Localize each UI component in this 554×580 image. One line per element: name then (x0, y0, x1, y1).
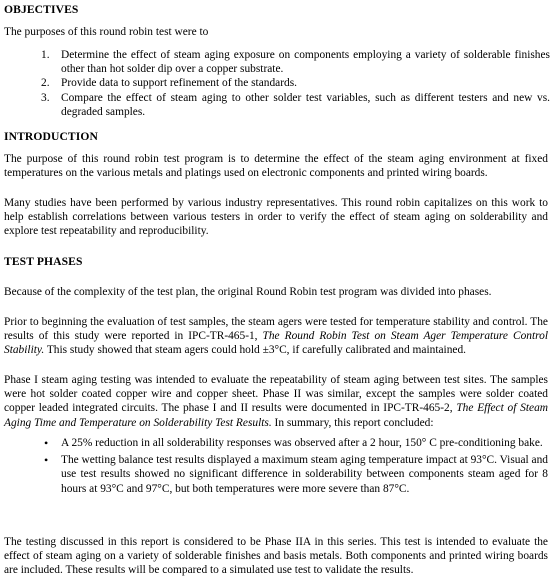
objectives-item-1 (4, 48, 550, 76)
objectives-item-number: 3. (41, 91, 50, 104)
introduction-section (4, 130, 98, 144)
conclusion-text: The wetting balance test results displayed a maximum steam aging temperature impact at 93°C. Visual and use test results showed no significant difference in solderability between components steam aged for 8 hours at 93°C and 97°C, but both temperatures were more severe than 87°C. (61, 454, 548, 495)
introduction-heading: INTRODUCTION (4, 130, 98, 143)
conclusions-list (4, 436, 548, 496)
bullet-icon: • (44, 436, 49, 450)
introduction-paragraph-1: The purpose of this round robin test program is to determine the effect of the steam aging environment at fixed temperatures on the various metals and platings used on electronic components and printed wiring boards. (4, 153, 548, 180)
objectives-item-text: Compare the effect of steam aging to other solder test variables, such as different testers and new vs. degraded samples. (61, 91, 550, 118)
objectives-list (4, 48, 550, 119)
objectives-item-text: Determine the effect of steam aging exposure on components employing a variety of solderable finishes other than hot solder dip over a copper substrate. (61, 49, 550, 76)
introduction-p1-block (4, 152, 548, 180)
tr-465-2-title: The Effect of Steam Aging Time and Temperature on Solderability Test Results. (4, 402, 548, 429)
objectives-heading: OBJECTIVES (4, 3, 79, 16)
conclusion-text: A 25% reduction in all solderability responses was observed after a 2 hour, 150° C pre-conditioning bake. (61, 437, 543, 449)
test-phases-paragraph-1: Because of the complexity of the test plan, the original Round Robin test program was divided into phases. (4, 286, 492, 298)
test-phases-p4-block (4, 535, 548, 578)
test-phases-paragraph-4: The testing discussed in this report is considered to be Phase IIA in this series. This test is intended to evaluate the effect of steam aging on a variety of solderable finishes and basis metals. Both components and printed wiring boards are included. These results will be compared to a simulated use test to validate the results. (4, 536, 548, 577)
introduction-p2-block (4, 196, 548, 239)
test-phases-heading: TEST PHASES (4, 255, 83, 268)
tr-465-2-summary: In summary, this report concluded: (271, 416, 434, 429)
objectives-item-text: Provide data to support refinement of the standards. (61, 77, 297, 90)
tr-465-1-conclusion: This study showed that steam agers could hold ±3°C, if carefully calibrated and maintained. (44, 344, 467, 357)
tr-465-1-text: Prior to beginning the evaluation of test samples, the steam agers were tested for temperature stability and control. The results of this study were reported in IPC-TR-465-1, (4, 316, 548, 343)
tr-465-1-title: The Round Robin Test on Steam Ager Temperature Control Stability. (4, 330, 548, 357)
objectives-section (4, 3, 78, 17)
conclusion-item-1 (4, 436, 548, 450)
test-phases-p1-block (4, 285, 548, 299)
objectives-item-2 (4, 76, 550, 90)
test-phases-p3-block (4, 373, 548, 430)
conclusions-list-block (4, 436, 548, 496)
test-phases-paragraph-3 (4, 373, 548, 430)
objectives-intro-block (4, 25, 548, 39)
bullet-icon: • (44, 453, 49, 468)
objectives-item-3 (4, 91, 550, 119)
conclusion-item-2 (4, 453, 548, 496)
tr-465-2-text: Phase I steam aging testing was intended to evaluate the repeatability of steam aging between test sites. The samples were hot solder coated copper wire and copper sheet. Phase II was similar, except the samples were solder coated copper leaded integrated circuits. The phase I and II results were documented in IPC-TR-465-2, (4, 374, 548, 415)
objectives-list-block (4, 48, 550, 119)
test-phases-section (4, 255, 83, 269)
introduction-paragraph-2: Many studies have been performed by various industry representatives. This round robin capitalizes on this work to help establish correlations between various testers in order to verify the effect of steam aging on solderability and explore test repeatability and reproducibility. (4, 197, 548, 238)
test-phases-paragraph-2 (4, 315, 548, 358)
objectives-intro: The purposes of this round robin test were to (4, 26, 209, 38)
objectives-item-number: 1. (41, 49, 50, 61)
objectives-item-number: 2. (41, 77, 50, 90)
test-phases-p2-block (4, 315, 548, 358)
